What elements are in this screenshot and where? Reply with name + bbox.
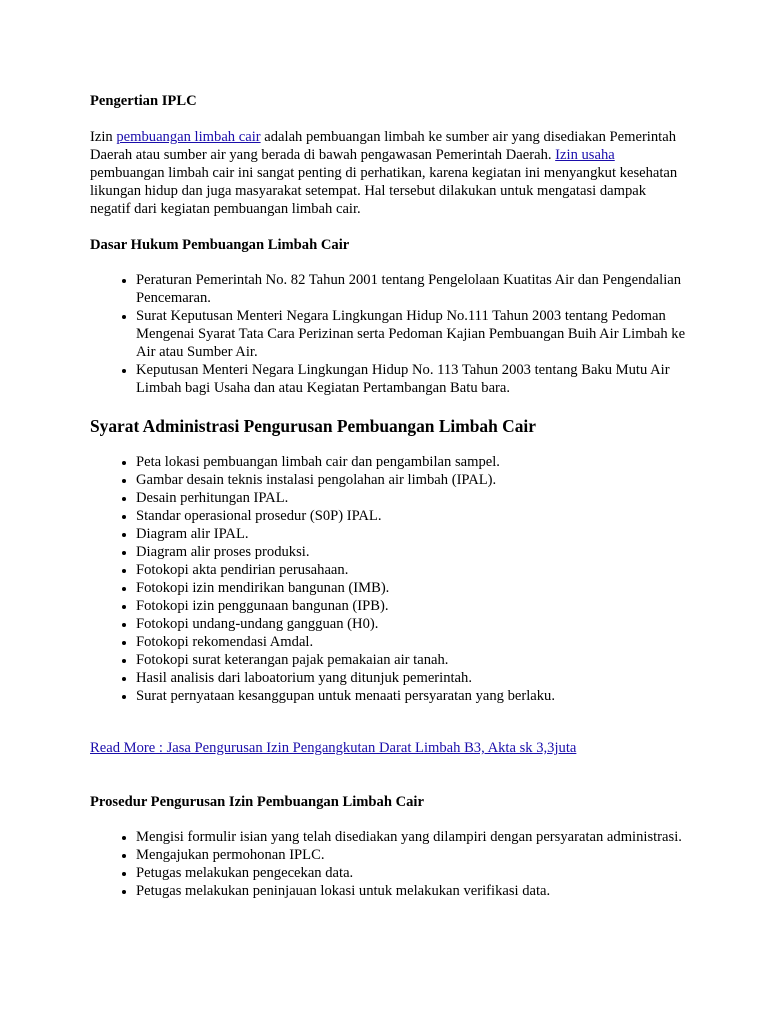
read-more-link[interactable]: Read More : Jasa Pengurusan Izin Pengangkutan Darat Limbah B3, Akta sk 3,3juta [90, 740, 577, 756]
list-item: • Peta lokasi pembuangan limbah cair dan pengambilan sampel. [136, 453, 690, 471]
heading-syarat-administrasi: Syarat Administrasi Pengurusan Pembuangan Limbah Cair [90, 416, 536, 436]
list-item: • Mengisi formulir isian yang telah disediakan yang dilampiri dengan persyaratan administrasi. [136, 828, 690, 846]
list-item: • Standar operasional prosedur (S0P) IPAL. [136, 507, 690, 525]
list-item: • Fotokopi izin penggunaan bangunan (IPB). [136, 597, 690, 615]
list-item: • Mengajukan permohonan IPLC. [136, 846, 690, 864]
link-izin-usaha[interactable]: Izin usaha [555, 147, 615, 163]
list-item: • Fotokopi surat keterangan pajak pemakaian air tanah. [136, 651, 690, 669]
list-item: • Hasil analisis dari laboatorium yang ditunjuk pemerintah. [136, 669, 690, 687]
list-item: • Gambar desain teknis instalasi pengolahan air limbah (IPAL). [136, 471, 690, 489]
syarat-list [90, 453, 690, 705]
document-page [90, 92, 690, 900]
link-pembuangan-limbah-cair[interactable]: pembuangan limbah cair [116, 129, 261, 145]
list-item: • Fotokopi izin mendirikan bangunan (IMB). [136, 579, 690, 597]
read-more-paragraph [90, 739, 690, 757]
prosedur-list [90, 828, 690, 900]
list-item: • Fotokopi rekomendasi Amdal. [136, 633, 690, 651]
list-item: • Keputusan Menteri Negara Lingkungan Hidup No. 113 Tahun 2003 tentang Baku Mutu Air Limbah bagi Usaha dan atau Kegiatan Pertambangan Batu bara. [136, 361, 690, 397]
list-item: • Diagram alir IPAL. [136, 525, 690, 543]
list-item: • Fotokopi akta pendirian perusahaan. [136, 561, 690, 579]
list-item: • Surat Keputusan Menteri Negara Lingkungan Hidup No.111 Tahun 2003 tentang Pedoman Mengenai Syarat Tata Cara Perizinan serta Pedoman Kajian Pembuangan Buih Air Limbah ke Air atau Sumber Air. [136, 307, 690, 361]
intro-text-1: Izin [90, 129, 117, 145]
list-item: • Peraturan Pemerintah No. 82 Tahun 2001 tentang Pengelolaan Kuatitas Air dan Pengendalian Pencemaran. [136, 271, 690, 307]
list-item: • Petugas melakukan pengecekan data. [136, 864, 690, 882]
intro-text-2: adalah pembuangan limbah ke sumber air yang disediakan Pemerintah Daerah atau sumber air yang berada di bawah pengawasan Pemerintah Daerah. [90, 129, 676, 163]
heading-dasar-hukum: Dasar Hukum Pembuangan Limbah Cair [90, 237, 350, 253]
heading-pengertian-iplc: Pengertian IPLC [90, 93, 197, 109]
list-item: • Diagram alir proses produksi. [136, 543, 690, 561]
intro-text-3: pembuangan limbah cair ini sangat penting di perhatikan, karena kegiatan ini menyangkut kesehatan likungan hidup dan juga masyarakat setempat. Hal tersebut dilakukan untuk mengatasi dampak negatif dari kegiatan pembuangan limbah cair. [90, 165, 678, 217]
list-item: • Desain perhitungan IPAL. [136, 489, 690, 507]
dasar-hukum-list [90, 271, 690, 397]
list-item: • Petugas melakukan peninjauan lokasi untuk melakukan verifikasi data. [136, 882, 690, 900]
list-item: • Surat pernyataan kesanggupan untuk menaati persyaratan yang berlaku. [136, 687, 690, 705]
intro-paragraph [90, 128, 690, 218]
list-item: • Fotokopi undang-undang gangguan (H0). [136, 615, 690, 633]
heading-prosedur: Prosedur Pengurusan Izin Pembuangan Limbah Cair [90, 794, 424, 810]
